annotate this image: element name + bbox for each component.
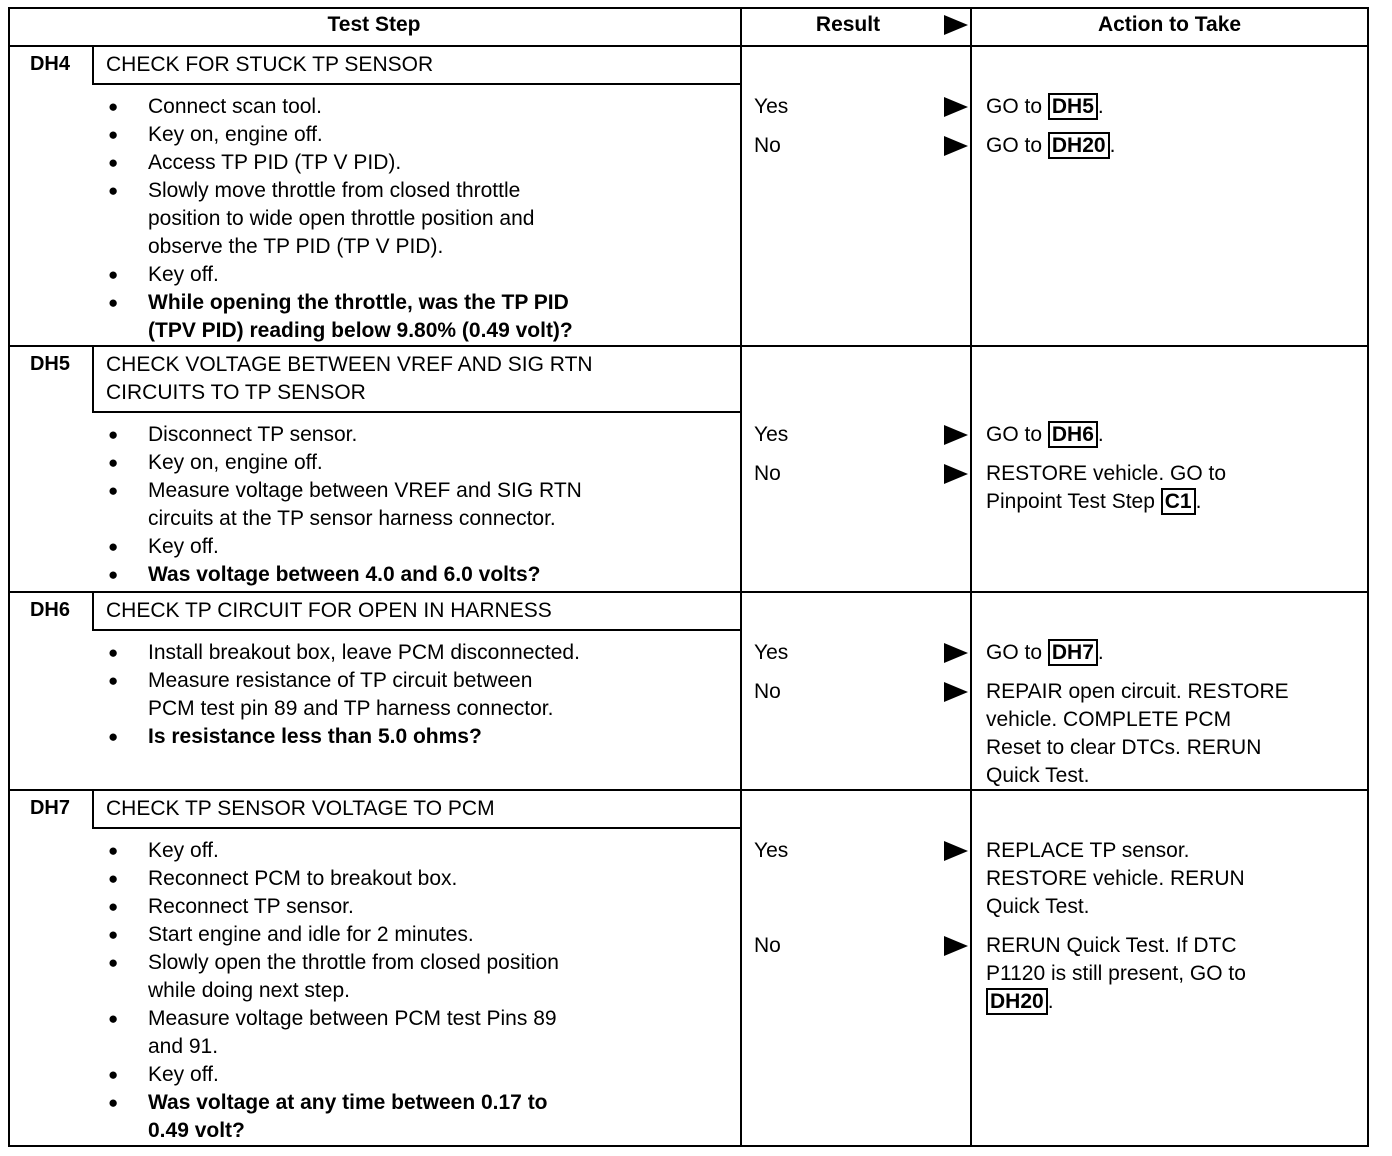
test-instruction: circuits at the TP sensor harness connector.: [148, 507, 556, 530]
action-goto: [986, 639, 1104, 667]
test-question: While opening the throttle, was the TP PID: [148, 291, 569, 314]
result-label: No: [754, 134, 781, 157]
bullet-icon: ●: [108, 1065, 119, 1084]
bullet-icon: ●: [108, 481, 119, 500]
test-instruction: Reconnect TP sensor.: [148, 895, 354, 918]
step-title: CIRCUITS TO TP SENSOR: [106, 381, 366, 404]
action-text: vehicle. COMPLETE PCM: [986, 708, 1232, 731]
step-code: DH5: [29, 353, 70, 375]
action-text: GO to: [986, 95, 1048, 118]
arrow-icon: [944, 682, 968, 702]
result-label: Yes: [754, 641, 789, 664]
test-instruction: Measure voltage between VREF and SIG RTN: [148, 479, 582, 502]
action-text: GO to: [986, 641, 1048, 664]
rule-line: [92, 45, 94, 83]
action-goto: [986, 488, 1201, 516]
header-test-step: Test Step: [327, 13, 421, 36]
arrow-icon: [944, 425, 968, 445]
rule-line: [92, 591, 94, 629]
rule-line: [8, 591, 1369, 593]
action-text: .: [1195, 490, 1202, 513]
test-instruction: Disconnect TP sensor.: [148, 423, 358, 446]
bullet-icon: ●: [108, 293, 119, 312]
rule-line: [92, 411, 740, 413]
action-text: .: [1097, 423, 1104, 446]
result-label: No: [754, 462, 781, 485]
bullet-icon: ●: [108, 537, 119, 556]
action-goto: [986, 132, 1115, 160]
action-text: REPLACE TP sensor.: [986, 839, 1190, 862]
step-reference: C1: [1161, 488, 1196, 515]
bullet-icon: ●: [108, 181, 119, 200]
step-reference: DH20: [986, 988, 1048, 1015]
result-label: No: [754, 934, 781, 957]
rule-line: [92, 629, 740, 631]
action-text: .: [1047, 990, 1054, 1013]
test-question: Is resistance less than 5.0 ohms?: [148, 725, 482, 748]
rule-line: [1367, 7, 1369, 1147]
test-instruction: position to wide open throttle position and: [148, 207, 535, 230]
test-instruction: Measure resistance of TP circuit between: [148, 669, 533, 692]
result-label: Yes: [754, 423, 789, 446]
header-result: Result: [815, 13, 881, 36]
test-instruction: observe the TP PID (TP V PID).: [148, 235, 444, 258]
result-label: Yes: [754, 839, 789, 862]
action-text: Quick Test.: [986, 895, 1090, 918]
action-text: P1120 is still present, GO to: [986, 962, 1246, 985]
test-question: (TPV PID) reading below 9.80% (0.49 volt)?: [148, 319, 573, 342]
test-instruction: Key on, engine off.: [148, 451, 323, 474]
rule-line: [8, 789, 1369, 791]
rule-line: [8, 1145, 1369, 1147]
test-instruction: Key off.: [148, 263, 219, 286]
action-text: RESTORE vehicle. RERUN: [986, 867, 1245, 890]
bullet-icon: ●: [108, 1093, 119, 1112]
header-action: Action to Take: [1097, 13, 1242, 36]
step-title: CHECK TP SENSOR VOLTAGE TO PCM: [106, 797, 495, 820]
step-code: DH6: [29, 599, 70, 621]
step-code: DH7: [29, 797, 70, 819]
arrow-icon: [944, 464, 968, 484]
arrow-icon: [944, 97, 968, 117]
bullet-icon: ●: [108, 425, 119, 444]
test-instruction: Connect scan tool.: [148, 95, 322, 118]
rule-line: [92, 83, 740, 85]
action-goto: [986, 93, 1104, 121]
step-reference: DH20: [1048, 132, 1110, 159]
bullet-icon: ●: [108, 453, 119, 472]
test-instruction: while doing next step.: [148, 979, 350, 1002]
action-text: RERUN Quick Test. If DTC: [986, 934, 1237, 957]
bullet-icon: ●: [108, 953, 119, 972]
rule-line: [92, 345, 94, 411]
bullet-icon: ●: [108, 869, 119, 888]
step-reference: DH6: [1048, 421, 1098, 448]
bullet-icon: ●: [108, 97, 119, 116]
action-goto: [986, 988, 1054, 1016]
action-text: .: [1097, 641, 1104, 664]
test-instruction: Slowly move throttle from closed throttle: [148, 179, 521, 202]
step-reference: DH5: [1048, 93, 1098, 120]
step-reference: DH7: [1048, 639, 1098, 666]
bullet-icon: ●: [108, 1009, 119, 1028]
bullet-icon: ●: [108, 265, 119, 284]
rule-line: [970, 7, 972, 1147]
test-question: Was voltage between 4.0 and 6.0 volts?: [148, 563, 541, 586]
test-instruction: Access TP PID (TP V PID).: [148, 151, 402, 174]
step-title: CHECK TP CIRCUIT FOR OPEN IN HARNESS: [106, 599, 552, 622]
test-instruction: Key off.: [148, 839, 219, 862]
action-text: GO to: [986, 423, 1048, 446]
test-question: Was voltage at any time between 0.17 to: [148, 1091, 548, 1114]
test-instruction: Key off.: [148, 1063, 219, 1086]
rule-line: [92, 789, 94, 827]
bullet-icon: ●: [108, 727, 119, 746]
result-label: Yes: [754, 95, 789, 118]
bullet-icon: ●: [108, 925, 119, 944]
action-text: Quick Test.: [986, 764, 1090, 787]
test-instruction: Measure voltage between PCM test Pins 89: [148, 1007, 557, 1030]
bullet-icon: ●: [108, 841, 119, 860]
bullet-icon: ●: [108, 565, 119, 584]
arrow-icon: [944, 841, 968, 861]
bullet-icon: ●: [108, 153, 119, 172]
test-instruction: Key on, engine off.: [148, 123, 323, 146]
action-text: Pinpoint Test Step: [986, 490, 1161, 513]
action-text: .: [1109, 134, 1116, 157]
arrow-icon: [944, 136, 968, 156]
test-instruction: Slowly open the throttle from closed position: [148, 951, 559, 974]
bullet-icon: ●: [108, 125, 119, 144]
test-instruction: Start engine and idle for 2 minutes.: [148, 923, 474, 946]
bullet-icon: ●: [108, 897, 119, 916]
rule-line: [8, 345, 1369, 347]
bullet-icon: ●: [108, 643, 119, 662]
rule-line: [740, 7, 742, 1147]
action-goto: [986, 421, 1104, 449]
step-title: CHECK FOR STUCK TP SENSOR: [106, 53, 434, 76]
bullet-icon: ●: [108, 671, 119, 690]
test-question: 0.49 volt?: [148, 1119, 245, 1142]
action-text: Reset to clear DTCs. RERUN: [986, 736, 1262, 759]
diagnostic-table: [8, 7, 1369, 1147]
result-label: No: [754, 680, 781, 703]
test-instruction: Key off.: [148, 535, 219, 558]
rule-line: [8, 7, 10, 1147]
rule-line: [8, 7, 1369, 9]
test-instruction: and 91.: [148, 1035, 219, 1058]
arrow-icon: [944, 936, 968, 956]
rule-line: [8, 45, 1369, 47]
step-code: DH4: [29, 53, 70, 75]
test-instruction: Reconnect PCM to breakout box.: [148, 867, 458, 890]
test-instruction: Install breakout box, leave PCM disconnected.: [148, 641, 580, 664]
action-text: .: [1097, 95, 1104, 118]
action-text: GO to: [986, 134, 1048, 157]
arrow-icon: [944, 643, 968, 663]
action-text: RESTORE vehicle. GO to: [986, 462, 1227, 485]
test-instruction: PCM test pin 89 and TP harness connector.: [148, 697, 554, 720]
step-title: CHECK VOLTAGE BETWEEN VREF AND SIG RTN: [106, 353, 593, 376]
arrow-icon: [944, 15, 968, 35]
action-text: REPAIR open circuit. RESTORE: [986, 680, 1289, 703]
rule-line: [92, 827, 740, 829]
